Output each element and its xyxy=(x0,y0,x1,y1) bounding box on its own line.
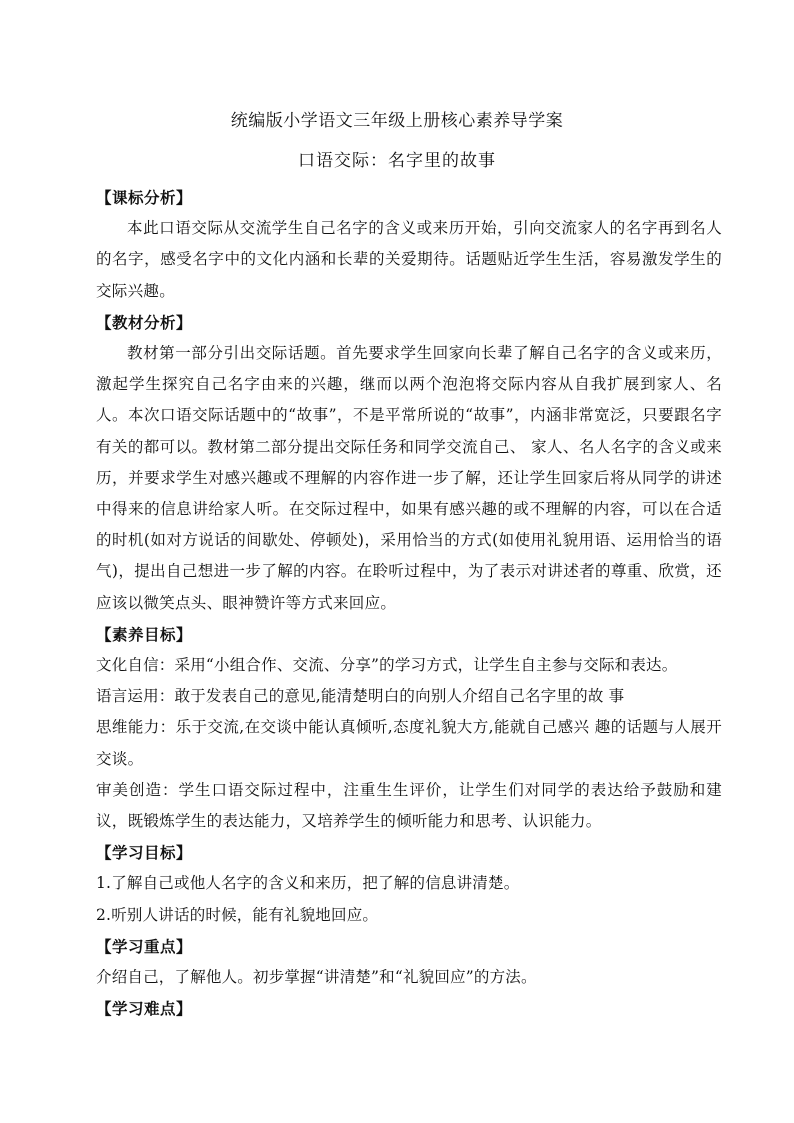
section-heading-learning-goals: 【学习目标】 xyxy=(96,843,193,863)
section-heading-learning-focus: 【学习重点】 xyxy=(96,936,193,956)
section-heading-literacy-goals: 【素养目标】 xyxy=(96,624,193,644)
textbook-analysis-text: 教材第一部分引出交际话题。首先要求学生回家向长辈了解自己名字的含义或来历，激起学生探究自己名字由来的兴趣，继而以两个泡泡将交际内容从自我扩展到家人、名人。本次口语交际话题中的“故事”，不是平常所说的“故事”，内涵非常宽泛，只要跟名字有关的都可以。教材第二部分提出交际任务和同学交流自己、 家人、名人名字的含义或来历，并要求学生对感兴趣或不理解的内容作进一步了解，还让学生回家后将从同学的讲述中得来的信息讲给家人听。在交际过程中，如果有感兴趣的或不理解的内容，可以在合适的时机(如对方说话的间歇处、停顿处)，采用恰当的方式(如使用礼貌用语、运用恰当的语气)，提出自己想进一步了解的内容。在聆听过程中，为了表示对讲述者的尊重、欣赏，还应该以微笑点头、眼神赞许等方式来回应。 xyxy=(96,344,722,612)
learning-focus-text: 介绍自己，了解他人。初步掌握“讲清楚”和“礼貌回应”的方法。 xyxy=(96,968,537,987)
literacy-goal-item: 语言运用：敢于发表自己的意见,能清楚明白的向别人介绍自己名字里的故 事 xyxy=(96,687,625,706)
curriculum-analysis-text: 本此口语交际从交流学生自己名字的含义或来历开始，引向交流家人的名字再到名人的名字，感受名字中的文化内涵和长辈的关爱期待。话题贴近学生生活，容易激发学生的交际兴趣。 xyxy=(96,219,722,300)
literacy-goal-item: 思维能力：乐于交流,在交谈中能认真倾听,态度礼貌大方,能就自己感兴 趣的话题与人展开交谈。 xyxy=(96,718,722,768)
literacy-goal-item: 文化自信：采用“小组合作、交流、分享”的学习方式，让学生自主参与交际和表达。 xyxy=(96,656,678,675)
literacy-goal-item: 审美创造：学生口语交际过程中，注重生生评价，让学生们对同学的表达给予鼓励和建议，既锻炼学生的表达能力，又培养学生的倾听能力和思考、认识能力。 xyxy=(96,780,722,831)
document-title: 统编版小学语文三年级上册核心素养导学案 xyxy=(230,111,564,131)
document-subtitle: 口语交际：名字里的故事 xyxy=(298,151,496,171)
learning-goal-item: 2.听别人讲话的时候，能有礼貌地回应。 xyxy=(96,905,379,924)
section-heading-textbook-analysis: 【教材分析】 xyxy=(96,312,193,332)
document-body xyxy=(96,182,722,1024)
section-heading-curriculum-analysis: 【课标分析】 xyxy=(96,188,193,207)
learning-goal-item: 1.了解自己或他人名字的含义和来历，把了解的信息讲清楚。 xyxy=(96,874,520,893)
section-heading-learning-difficulty: 【学习难点】 xyxy=(96,999,193,1019)
